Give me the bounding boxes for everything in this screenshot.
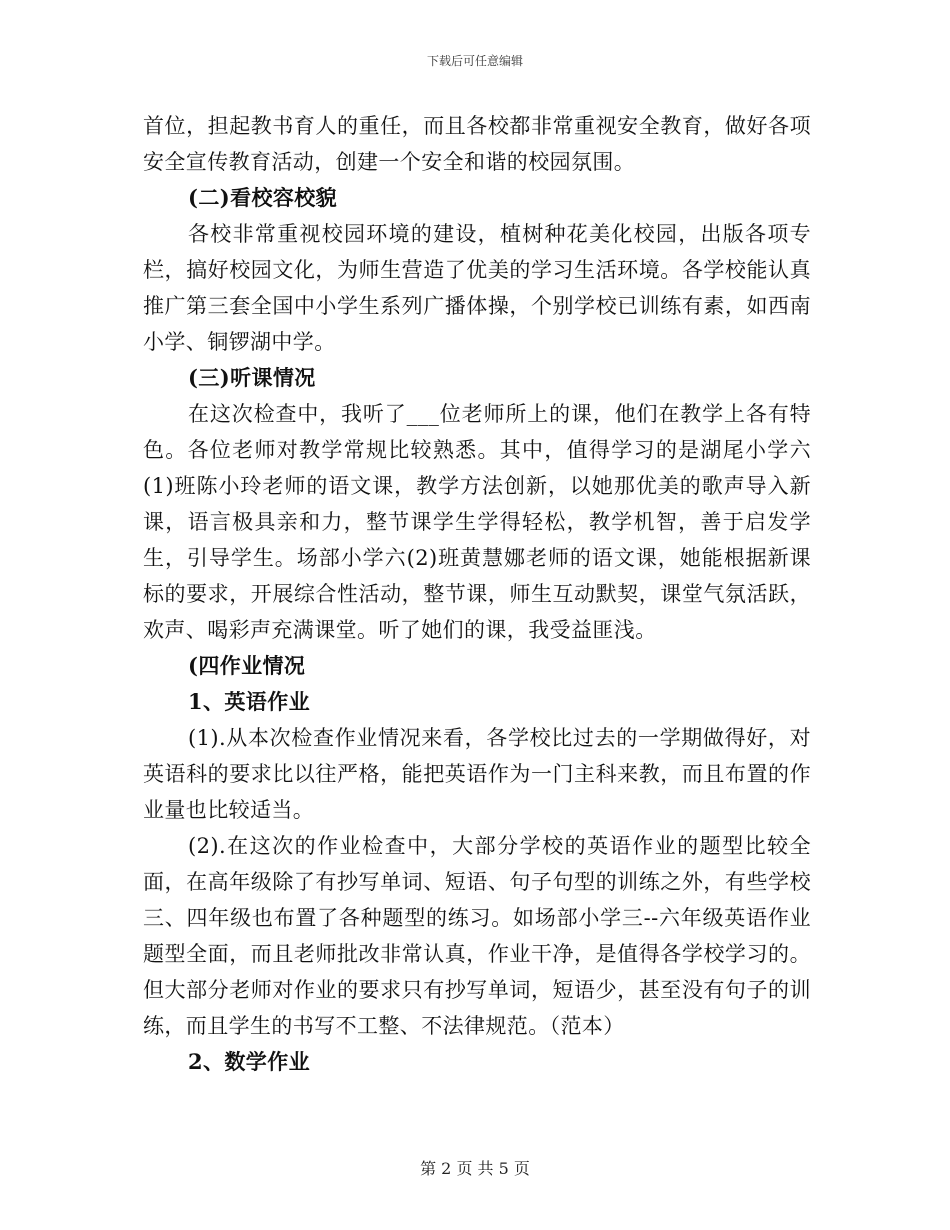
section-heading-campus: (二)看校容校貌 [188,185,338,210]
section-heading-homework: (四作业情况 [188,653,306,678]
subheading-english-homework: 1、英语作业 [188,689,311,714]
paragraph-english-2: (2).在这次的作业检查中，大部分学校的英语作业的题型比较全面，在高年级除了有抄写单词、短语、句子句型的训练之外，有些学校三、四年级也布置了各种题型的练习。如场部小学三--六年级英语作业题型全面，而且老师批改非常认真，作业干净，是值得各学校学习的。但大部分老师对作业的要求只有抄写单词，短语少，甚至没有句子的训练，而且学生的书写不工整、不法律规范。（范本） [143,834,811,1038]
section-heading-lessons: (三)听课情况 [188,365,316,390]
document-body [143,108,811,1080]
paragraph-safety-education: 首位，担起教书育人的重任，而且各校都非常重视安全教育，做好各项安全宣传教育活动，创建一个安全和谐的校园氛围。 [143,114,811,174]
paragraph-english-1: (1).从本次检查作业情况来看，各学校比过去的一学期做得好，对英语科的要求比以往严格，能把英语作为一门主科来教，而且布置的作业量也比较适当。 [143,726,811,822]
page-number: 第 2 页 共 5 页 [420,1159,530,1178]
page-header: 下载后可任意编辑 [426,54,523,68]
paragraph-lessons: 在这次检查中，我听了___位老师所上的课，他们在教学上各有特色。各位老师对教学常规比较熟悉。其中，值得学习的是湖尾小学六(1)班陈小玲老师的语文课，教学方法创新，以她那优美的歌声导入新课，语言极具亲和力，整节课学生学得轻松，教学机智，善于启发学生，引导学生。场部小学六(2)班黄慧娜老师的语文课，她能根据新课标的要求，开展综合性活动，整节课，师生互动默契，课堂气氛活跃，欢声、喝彩声充满课堂。听了她们的课，我受益匪浅。 [143,402,811,642]
subheading-math-homework: 2、数学作业 [188,1049,311,1074]
paragraph-campus: 各校非常重视校园环境的建设，植树种花美化校园，出版各项专栏，搞好校园文化，为师生营造了优美的学习生活环境。各学校能认真推广第三套全国中小学生系列广播体操，个别学校已训练有素，如西南小学、铜锣湖中学。 [143,222,811,354]
